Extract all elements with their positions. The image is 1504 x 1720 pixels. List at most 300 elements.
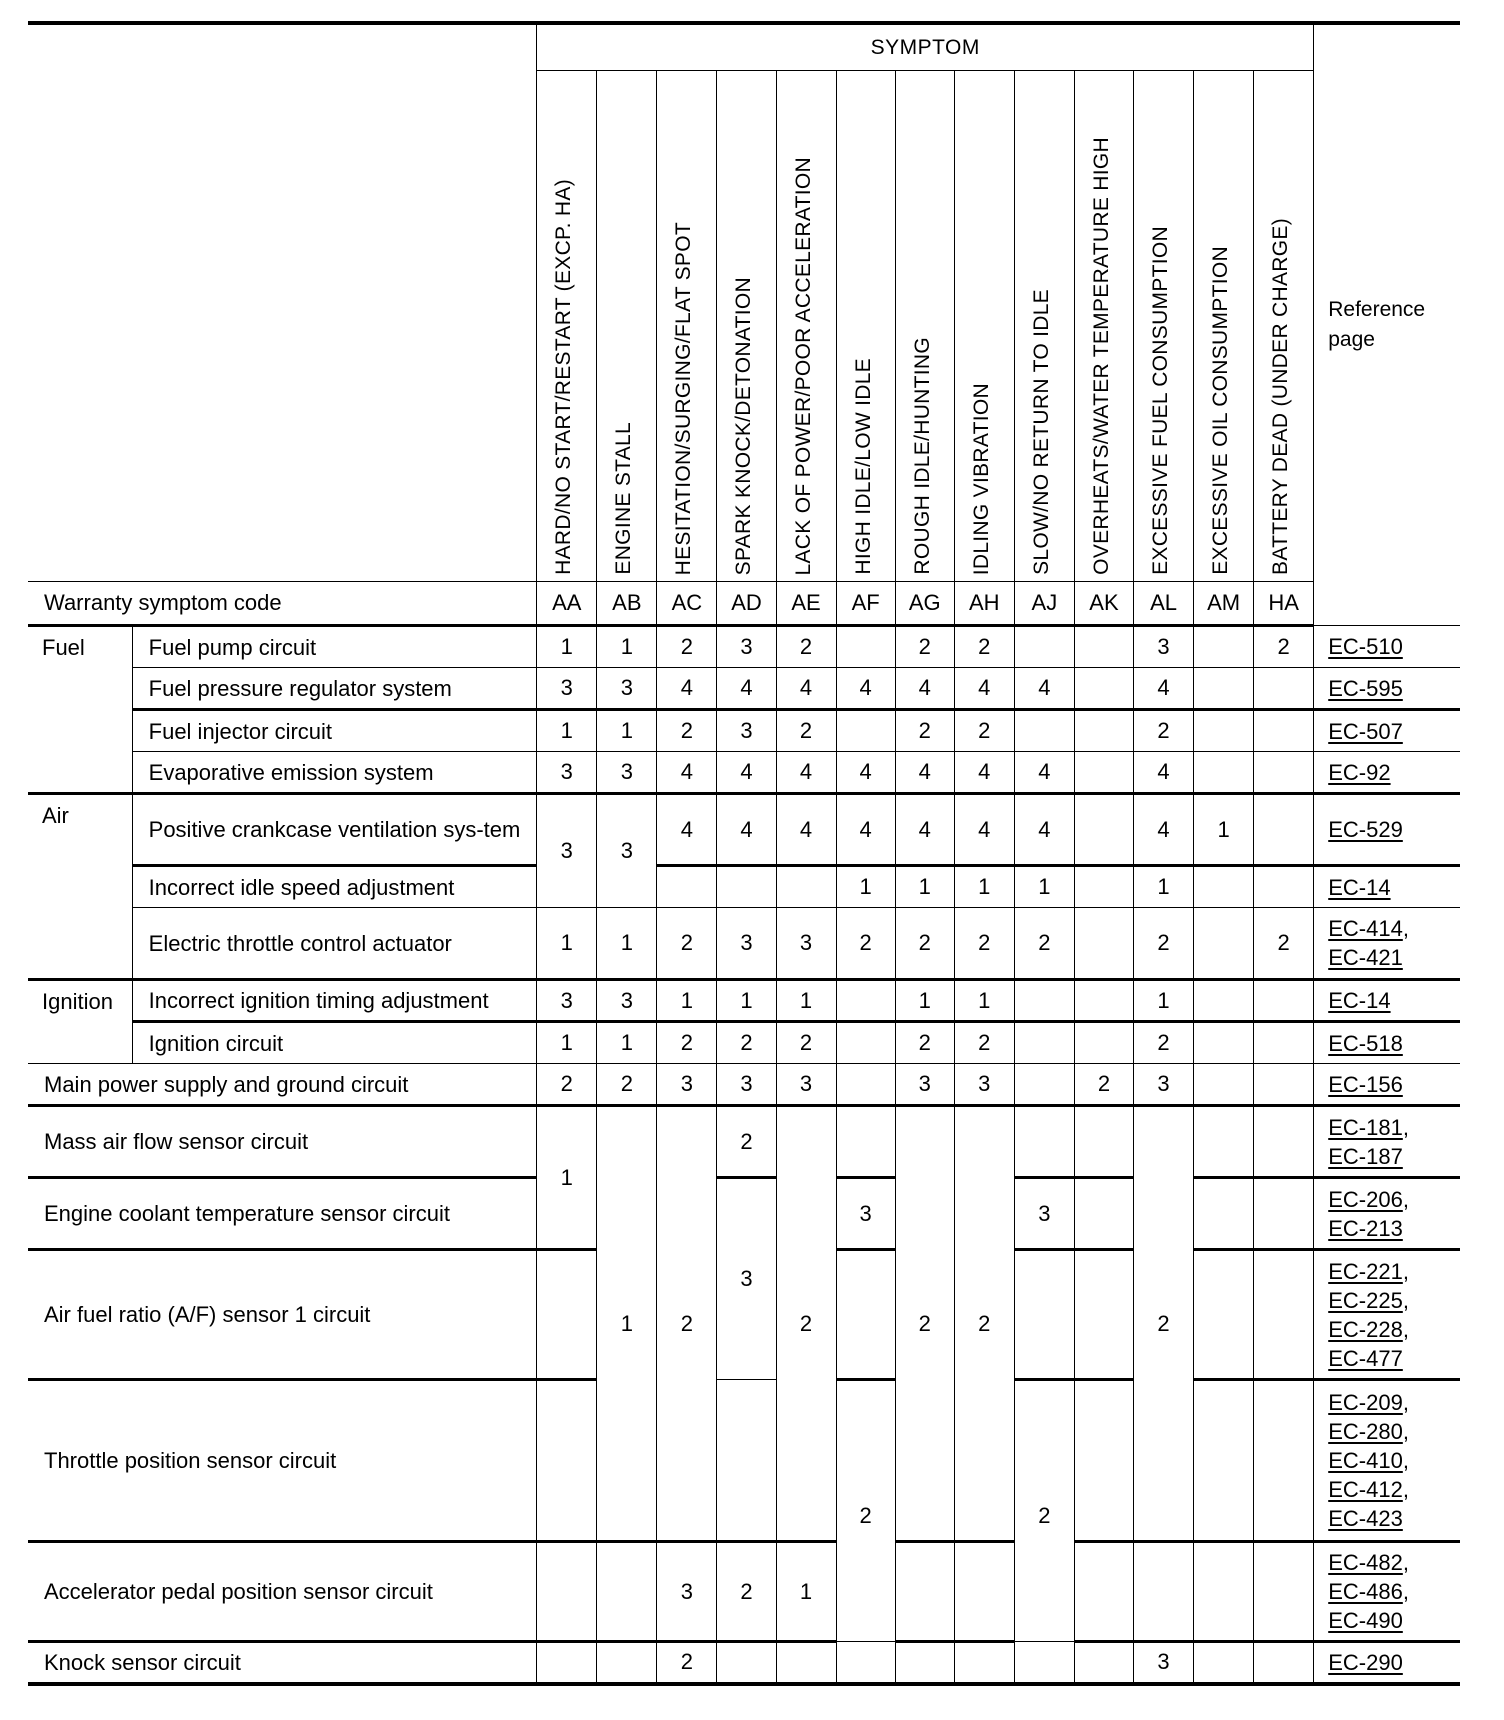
cell-af: [836, 1642, 895, 1684]
reference-link[interactable]: EC-181: [1328, 1114, 1403, 1140]
cell-aj: 3: [1014, 1178, 1074, 1250]
table-row-fuel-pressure: [28, 668, 1460, 710]
reference-cell: EC-482, EC-486, EC-490: [1314, 1542, 1460, 1642]
reference-link[interactable]: EC-490: [1328, 1608, 1403, 1633]
cell-aa: 3: [537, 980, 597, 1022]
code-cell: AB: [597, 582, 657, 626]
column-header-spark-knock: [717, 71, 776, 582]
code-cell: AK: [1074, 582, 1133, 626]
cell-ab: 1: [597, 1022, 657, 1064]
cell-ad: 1: [717, 980, 776, 1022]
table-row-app: [28, 1542, 1460, 1642]
row-label: Knock sensor circuit: [28, 1642, 537, 1684]
cell-ad: 2: [717, 1106, 776, 1178]
cell-aa: [537, 1542, 597, 1642]
row-label: Mass air flow sensor circuit: [28, 1106, 537, 1178]
cell-aa: [537, 1250, 597, 1380]
cell-aj: [1014, 1106, 1074, 1178]
cell-ah: 3: [954, 1064, 1014, 1106]
cell-ah: 2: [954, 710, 1014, 752]
column-header-label: ROUGH IDLE/HUNTING: [910, 337, 934, 575]
cell-ha: 2: [1254, 908, 1314, 980]
reference-cell: [1314, 794, 1460, 866]
reference-link[interactable]: EC-225: [1328, 1287, 1403, 1313]
table-row-maf: [28, 1106, 1460, 1178]
cell-ah: 2: [954, 626, 1014, 668]
column-header-hard-start: [537, 71, 597, 582]
cell-ab: 3: [597, 668, 657, 710]
cell-ak: [1074, 1106, 1133, 1178]
cell-ha: [1254, 1542, 1314, 1642]
code-cell: AG: [895, 582, 954, 626]
table-row-fuel-injector: [28, 710, 1460, 752]
cell-ak: [1074, 908, 1133, 980]
cell-ak: [1074, 1250, 1133, 1380]
cell-ha: [1254, 668, 1314, 710]
cell-ac: 2: [657, 1642, 717, 1684]
cell-ag: 2: [895, 710, 954, 752]
cell-ae: 4: [776, 752, 836, 794]
reference-link[interactable]: EC-477: [1328, 1345, 1403, 1371]
cell-ah: 2: [954, 908, 1014, 980]
reference-cell: EC-414, EC-421: [1314, 908, 1460, 980]
table-row-fuel-pump: [28, 626, 1460, 668]
cell-am: [1194, 1380, 1254, 1542]
cell-ag: 1: [895, 866, 954, 908]
cell-aj: 2: [1014, 908, 1074, 980]
cell-aj: [1014, 1064, 1074, 1106]
cell-af: [836, 980, 895, 1022]
cell-ae: 2: [776, 1022, 836, 1064]
cell-ak: [1074, 668, 1133, 710]
reference-page-header: Reference page: [1314, 23, 1460, 626]
cell-ab: 3: [597, 752, 657, 794]
reference-link[interactable]: EC-92: [1328, 759, 1391, 785]
reference-cell: [1314, 1064, 1460, 1106]
cell-ad: 3: [717, 710, 776, 752]
table-row-main-power: [28, 1064, 1460, 1106]
cell-aa-merged: 1: [537, 1106, 597, 1250]
reference-cell: [1314, 752, 1460, 794]
cell-aa: 1: [537, 908, 597, 980]
cell-ae: 4: [776, 668, 836, 710]
column-header-label: EXCESSIVE OIL CONSUMPTION: [1209, 246, 1233, 575]
group-label-air: Air: [28, 794, 132, 980]
cell-am: [1194, 1064, 1254, 1106]
cell-ab: [597, 1542, 657, 1642]
cell-ha: [1254, 980, 1314, 1022]
cell-ac: 4: [657, 752, 717, 794]
cell-ha: [1254, 1106, 1314, 1178]
column-header-excess-fuel: [1133, 71, 1193, 582]
table-row-ect: [28, 1178, 1460, 1250]
cell-aj: [1014, 1250, 1074, 1380]
cell-ab: 2: [597, 1064, 657, 1106]
cell-aj: [1014, 710, 1074, 752]
column-header-label: BATTERY DEAD (UNDER CHARGE): [1269, 218, 1293, 575]
cell-af: [836, 1022, 895, 1064]
cell-aa: 2: [537, 1064, 597, 1106]
column-header-battery-dead: [1254, 71, 1314, 582]
cell-ah: 4: [954, 794, 1014, 866]
reference-link[interactable]: EC-482: [1328, 1550, 1403, 1575]
cell-ac: 3: [657, 1064, 717, 1106]
cell-ad: [717, 1642, 776, 1684]
cell-af: 4: [836, 794, 895, 866]
cell-ak: 2: [1074, 1064, 1133, 1106]
row-label: Main power supply and ground circuit: [28, 1064, 537, 1106]
code-cell: AM: [1194, 582, 1254, 626]
cell-ae: 2: [776, 626, 836, 668]
cell-am: [1194, 1250, 1254, 1380]
cell-ag: 2: [895, 626, 954, 668]
cell-ah: [954, 1642, 1014, 1684]
cell-ac-merged: 2: [657, 1106, 717, 1542]
reference-link[interactable]: EC-529: [1328, 817, 1403, 842]
group-label-fuel: Fuel: [28, 626, 132, 794]
table-row-tps: [28, 1380, 1460, 1542]
row-label: Fuel injector circuit: [132, 710, 537, 752]
cell-am: [1194, 866, 1254, 908]
cell-ad: 4: [717, 752, 776, 794]
cell-ac: 1: [657, 980, 717, 1022]
cell-aa: 1: [537, 710, 597, 752]
cell-ak: [1074, 1380, 1133, 1542]
reference-cell: EC-221, EC-225, EC-228, EC-477: [1314, 1250, 1460, 1380]
reference-link[interactable]: EC-595: [1328, 675, 1403, 701]
reference-link[interactable]: EC-486: [1328, 1579, 1403, 1604]
cell-aa: [537, 1380, 597, 1542]
cell-al: 3: [1133, 1064, 1193, 1106]
cell-af: [836, 710, 895, 752]
cell-aj-merged: 2: [1014, 1380, 1074, 1642]
symptom-matrix-table: [28, 21, 1460, 1686]
cell-am: [1194, 908, 1254, 980]
cell-ad: 2: [717, 1542, 776, 1642]
cell-ak: [1074, 1542, 1133, 1642]
code-cell: AL: [1133, 582, 1193, 626]
column-header-label: LACK OF POWER/POOR ACCELERATION: [791, 156, 815, 575]
row-label: Accelerator pedal position sensor circuit: [28, 1542, 537, 1642]
cell-aj: 4: [1014, 668, 1074, 710]
cell-al: 3: [1133, 1642, 1193, 1684]
cell-al: 2: [1133, 1022, 1193, 1064]
cell-aj: [1014, 626, 1074, 668]
code-cell: AJ: [1014, 582, 1074, 626]
cell-ha: [1254, 752, 1314, 794]
cell-ak: [1074, 980, 1133, 1022]
symptom-title: SYMPTOM: [537, 23, 1314, 71]
cell-af: [836, 1106, 895, 1178]
cell-al: 4: [1133, 794, 1193, 866]
cell-af: 2: [836, 908, 895, 980]
cell-af: 4: [836, 668, 895, 710]
reference-cell: [1314, 668, 1460, 710]
cell-ae-merged: 2: [776, 1106, 836, 1542]
reference-link[interactable]: EC-280: [1328, 1419, 1403, 1444]
column-header-label: HARD/NO START/RESTART (EXCP. HA): [552, 179, 576, 575]
cell-ae: 3: [776, 908, 836, 980]
cell-ad: 4: [717, 794, 776, 866]
reference-link[interactable]: EC-423: [1328, 1506, 1403, 1531]
cell-ae: [776, 1642, 836, 1684]
reference-cell: EC-209, EC-280, EC-410, EC-412, EC-423: [1314, 1380, 1460, 1542]
cell-am: [1194, 1022, 1254, 1064]
cell-am: [1194, 668, 1254, 710]
cell-ha: [1254, 866, 1314, 908]
reference-cell: [1314, 1642, 1460, 1684]
reference-cell: EC-181, EC-187: [1314, 1106, 1460, 1178]
reference-link[interactable]: EC-410: [1328, 1448, 1403, 1473]
reference-link[interactable]: EC-14: [1328, 874, 1391, 900]
cell-ab: [597, 1642, 657, 1684]
code-cell: AC: [657, 582, 717, 626]
code-cell: AE: [776, 582, 836, 626]
cell-ag: 4: [895, 668, 954, 710]
cell-am: [1194, 710, 1254, 752]
cell-aj: 4: [1014, 752, 1074, 794]
cell-ac: 2: [657, 1022, 717, 1064]
cell-ak: [1074, 866, 1133, 908]
cell-ah: 4: [954, 668, 1014, 710]
cell-am: 1: [1194, 794, 1254, 866]
code-cell: AH: [954, 582, 1014, 626]
column-header-label: OVERHEATS/WATER TEMPERATURE HIGH: [1089, 137, 1113, 575]
cell-ak: [1074, 1178, 1133, 1250]
column-header-label: HESITATION/SURGING/FLAT SPOT: [672, 221, 696, 575]
reference-link[interactable]: EC-510: [1328, 634, 1403, 659]
cell-ag: 1: [895, 980, 954, 1022]
cell-al-merged: 2: [1133, 1106, 1193, 1542]
cell-ah-merged: 2: [954, 1106, 1014, 1542]
column-header-label: SPARK KNOCK/DETONATION: [732, 276, 756, 575]
column-header-overheats: [1074, 71, 1133, 582]
code-cell: AA: [537, 582, 597, 626]
cell-ag: 3: [895, 1064, 954, 1106]
cell-ak: [1074, 1642, 1133, 1684]
cell-aj: [1014, 1642, 1074, 1684]
column-header-lack-of-power: [776, 71, 836, 582]
cell-ha: [1254, 1064, 1314, 1106]
warranty-code-label: Warranty symptom code: [28, 582, 537, 626]
cell-ab: 1: [597, 710, 657, 752]
cell-ag: [895, 1642, 954, 1684]
cell-ab: 1: [597, 626, 657, 668]
cell-af: 4: [836, 752, 895, 794]
reference-cell: [1314, 866, 1460, 908]
cell-ae: 2: [776, 710, 836, 752]
cell-ac: 4: [657, 794, 717, 866]
column-header-label: IDLING VIBRATION: [969, 382, 993, 575]
cell-ad: 3: [717, 908, 776, 980]
cell-ha: [1254, 1642, 1314, 1684]
cell-af: [836, 1250, 895, 1380]
row-label: Throttle position sensor circuit: [28, 1380, 537, 1542]
cell-ak: [1074, 710, 1133, 752]
cell-am: [1194, 980, 1254, 1022]
cell-ac: 2: [657, 626, 717, 668]
cell-ad: 3: [717, 1064, 776, 1106]
reference-link[interactable]: EC-14: [1328, 988, 1391, 1013]
cell-ag: 2: [895, 908, 954, 980]
cell-ad: [717, 1380, 776, 1542]
cell-aa: 3: [537, 668, 597, 710]
row-label: Engine coolant temperature sensor circuit: [28, 1178, 537, 1250]
cell-ad: 3: [717, 626, 776, 668]
cell-aa: 3: [537, 752, 597, 794]
table-row-evap: [28, 752, 1460, 794]
cell-ag: 2: [895, 1022, 954, 1064]
cell-ah: 1: [954, 980, 1014, 1022]
row-label: Air fuel ratio (A/F) sensor 1 circuit: [28, 1250, 537, 1380]
cell-ha: [1254, 794, 1314, 866]
reference-link[interactable]: EC-156: [1328, 1071, 1403, 1097]
column-header-engine-stall: [597, 71, 657, 582]
column-header-label: HIGH IDLE/LOW IDLE: [851, 358, 875, 575]
cell-ac: 4: [657, 668, 717, 710]
cell-aa: 1: [537, 626, 597, 668]
group-label-ignition: Ignition: [28, 980, 132, 1064]
cell-ae: [776, 866, 836, 908]
column-header-slow-return-idle: [1014, 71, 1074, 582]
cell-ad: [717, 866, 776, 908]
cell-aj: 4: [1014, 794, 1074, 866]
cell-aa: 1: [537, 1022, 597, 1064]
cell-ha: [1254, 1022, 1314, 1064]
row-label: Ignition circuit: [132, 1022, 537, 1064]
table-row-ign-circuit: [28, 1022, 1460, 1064]
row-label: Fuel pump circuit: [132, 626, 537, 668]
cell-aj: [1014, 1022, 1074, 1064]
cell-aa: 3: [537, 794, 597, 908]
cell-ak: [1074, 794, 1133, 866]
table-row-knock: [28, 1642, 1460, 1684]
cell-ae: 4: [776, 794, 836, 866]
table-row-etc-actuator: [28, 908, 1460, 980]
row-label: Electric throttle control actuator: [132, 908, 537, 980]
cell-ha: [1254, 1178, 1314, 1250]
reference-cell: [1314, 1022, 1460, 1064]
cell-ak: [1074, 1022, 1133, 1064]
cell-ah: 2: [954, 1022, 1014, 1064]
reference-link[interactable]: EC-290: [1328, 1649, 1403, 1675]
reference-link[interactable]: EC-206: [1328, 1186, 1403, 1212]
reference-link[interactable]: EC-414: [1328, 916, 1403, 941]
reference-cell: EC-206, EC-213: [1314, 1178, 1460, 1250]
reference-link[interactable]: EC-213: [1328, 1215, 1403, 1241]
cell-al: 1: [1133, 866, 1193, 908]
table-row-ign-timing: [28, 980, 1460, 1022]
cell-al: 2: [1133, 908, 1193, 980]
cell-al: 4: [1133, 752, 1193, 794]
cell-af: 1: [836, 866, 895, 908]
reference-link[interactable]: EC-221: [1328, 1258, 1403, 1284]
cell-am: [1194, 1542, 1254, 1642]
row-label: Fuel pressure regulator system: [132, 668, 537, 710]
column-header-high-low-idle: [836, 71, 895, 582]
reference-link[interactable]: EC-507: [1328, 718, 1403, 744]
cell-ah: 4: [954, 752, 1014, 794]
cell-ab: 1: [597, 908, 657, 980]
column-header-excess-oil: [1194, 71, 1254, 582]
reference-link[interactable]: EC-412: [1328, 1477, 1403, 1502]
reference-link[interactable]: EC-187: [1328, 1143, 1403, 1169]
cell-ha: [1254, 710, 1314, 752]
cell-al: 4: [1133, 668, 1193, 710]
cell-am: [1194, 626, 1254, 668]
cell-ab: 3: [597, 794, 657, 908]
column-header-hesitation: [657, 71, 717, 582]
row-label: Positive crankcase ventilation sys-tem: [132, 794, 537, 866]
cell-af: [836, 626, 895, 668]
cell-ag: 4: [895, 794, 954, 866]
cell-af-merged: 2: [836, 1380, 895, 1642]
row-label: Incorrect idle speed adjustment: [132, 866, 537, 908]
reference-cell: [1314, 626, 1460, 668]
cell-ak: [1074, 752, 1133, 794]
cell-ag: 4: [895, 752, 954, 794]
reference-link[interactable]: EC-421: [1328, 945, 1403, 970]
code-cell: AF: [836, 582, 895, 626]
cell-ac: 3: [657, 1542, 717, 1642]
cell-am: [1194, 1642, 1254, 1684]
cell-af: 3: [836, 1178, 895, 1250]
cell-ha: 2: [1254, 626, 1314, 668]
cell-al: 2: [1133, 710, 1193, 752]
cell-ad: 2: [717, 1022, 776, 1064]
cell-ah: 1: [954, 866, 1014, 908]
cell-ab-merged: 1: [597, 1106, 657, 1542]
cell-ah: [954, 1542, 1014, 1642]
table-row-idle-speed: [28, 866, 1460, 908]
row-label: Evaporative emission system: [132, 752, 537, 794]
cell-af: [836, 1064, 895, 1106]
cell-am: [1194, 1106, 1254, 1178]
reference-link[interactable]: EC-518: [1328, 1030, 1403, 1056]
cell-ha: [1254, 1380, 1314, 1542]
cell-ae: 1: [776, 980, 836, 1022]
cell-al: 1: [1133, 980, 1193, 1022]
column-header-label: EXCESSIVE FUEL CONSUMPTION: [1148, 226, 1172, 575]
cell-aa: [537, 1642, 597, 1684]
cell-ac: 2: [657, 908, 717, 980]
cell-ad: 4: [717, 668, 776, 710]
column-header-idling-vibration: [954, 71, 1014, 582]
column-header-rough-idle: [895, 71, 954, 582]
reference-link[interactable]: EC-228: [1328, 1316, 1403, 1342]
cell-ae: 3: [776, 1064, 836, 1106]
cell-ag: [895, 1542, 954, 1642]
cell-ad-merged: 3: [717, 1178, 776, 1380]
reference-cell: [1314, 980, 1460, 1022]
cell-ac: 2: [657, 710, 717, 752]
row-label: Incorrect ignition timing adjustment: [132, 980, 537, 1022]
reference-cell: [1314, 710, 1460, 752]
cell-ag-merged: 2: [895, 1106, 954, 1542]
column-header-label: ENGINE STALL: [612, 422, 636, 575]
cell-aj: 1: [1014, 866, 1074, 908]
cell-am: [1194, 1178, 1254, 1250]
cell-ab: 3: [597, 980, 657, 1022]
cell-al: 3: [1133, 626, 1193, 668]
cell-aj: [1014, 980, 1074, 1022]
cell-ha: [1254, 1250, 1314, 1380]
column-header-label: SLOW/NO RETURN TO IDLE: [1029, 289, 1053, 575]
table-row-pcv: [28, 794, 1460, 866]
cell-al: [1133, 1542, 1193, 1642]
reference-link[interactable]: EC-209: [1328, 1390, 1403, 1415]
cell-ak: [1074, 626, 1133, 668]
